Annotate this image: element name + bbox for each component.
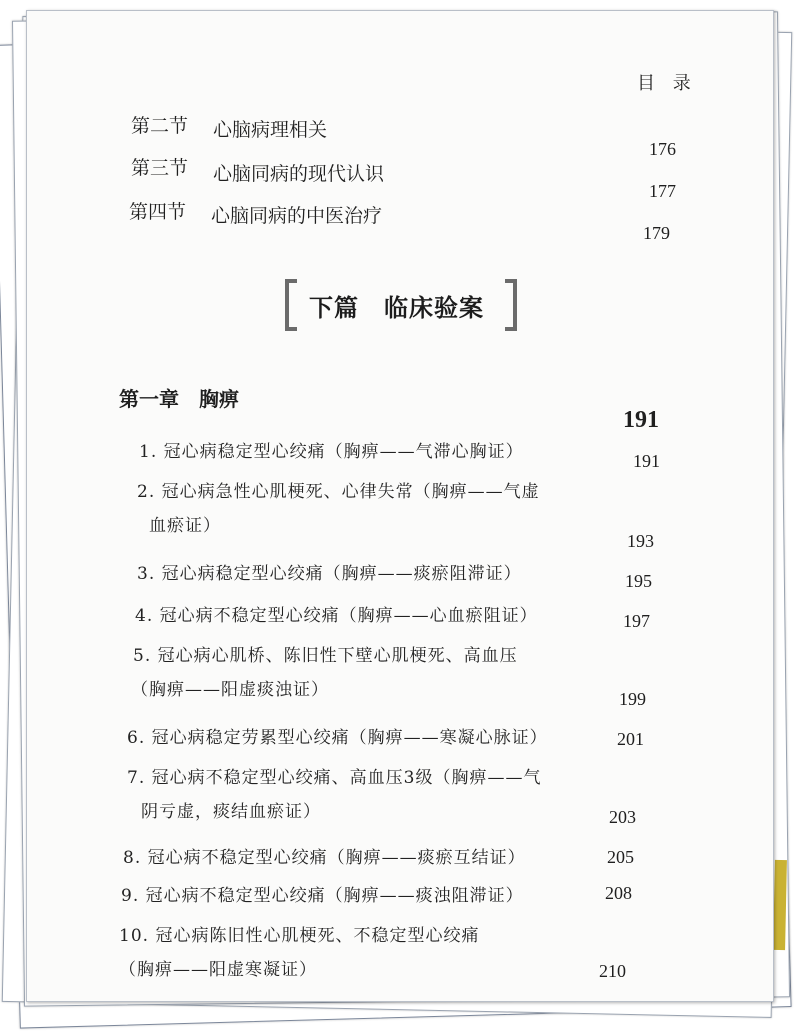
entry-page: 193 [627, 531, 654, 551]
entry-page: 208 [605, 883, 632, 903]
entry-page: 205 [607, 847, 634, 867]
running-header: 目 录 [637, 73, 697, 94]
entry-line: 血瘀证） [149, 516, 221, 536]
entry-line: （胸痹——阳虚痰浊证） [131, 680, 329, 700]
entry-page: 199 [619, 689, 646, 709]
part-title: 下篇 临床验案 [309, 293, 484, 322]
bracket-left-icon [285, 279, 297, 331]
entry-page: 195 [625, 571, 652, 591]
section-title: 心脑同病的现代认识 [213, 163, 385, 185]
part-heading [285, 279, 517, 331]
section-number: 第二节 [131, 115, 189, 137]
entry-page: 203 [609, 807, 636, 827]
book-cover-edge [773, 860, 787, 950]
bracket-right-icon [505, 279, 517, 331]
entry-line: 4. 冠心病不稳定型心绞痛（胸痹——心血瘀阻证） [135, 606, 538, 626]
section-number: 第四节 [129, 201, 187, 223]
section-title: 心脑同病的中医治疗 [211, 205, 383, 227]
section-page: 176 [649, 139, 676, 159]
toc-page [26, 10, 774, 1002]
section-title: 心脑病理相关 [213, 119, 328, 141]
entry-line: 2. 冠心病急性心肌梗死、心律失常（胸痹——气虚 [137, 482, 540, 502]
entry-line: 9. 冠心病不稳定型心绞痛（胸痹——痰浊阻滞证） [121, 886, 524, 906]
entry-page: 210 [599, 961, 626, 981]
entry-line: 3. 冠心病稳定型心绞痛（胸痹——痰瘀阻滞证） [137, 564, 522, 584]
entry-line: 8. 冠心病不稳定型心绞痛（胸痹——痰瘀互结证） [123, 848, 526, 868]
entry-page: 201 [617, 729, 644, 749]
entry-line: 5. 冠心病心肌桥、陈旧性下壁心肌梗死、高血压 [133, 646, 518, 666]
entry-page: 191 [633, 451, 660, 471]
entry-line: 1. 冠心病稳定型心绞痛（胸痹——气滞心胸证） [139, 442, 524, 462]
entry-line: 7. 冠心病不稳定型心绞痛、高血压3级（胸痹——气 [127, 768, 542, 788]
entry-line: （胸痹——阳虚寒凝证） [119, 960, 317, 980]
section-page: 177 [649, 181, 676, 201]
entry-line: 阴亏虚，痰结血瘀证） [141, 802, 321, 822]
entry-page: 197 [623, 611, 650, 631]
entry-line: 10. 冠心病陈旧性心肌梗死、不稳定型心绞痛 [119, 926, 480, 946]
section-number: 第三节 [131, 157, 189, 179]
entry-line: 6. 冠心病稳定劳累型心绞痛（胸痹——寒凝心脉证） [127, 728, 548, 748]
chapter-title: 第一章 胸痹 [119, 387, 239, 411]
section-page: 179 [643, 223, 670, 243]
chapter-page: 191 [623, 407, 659, 433]
